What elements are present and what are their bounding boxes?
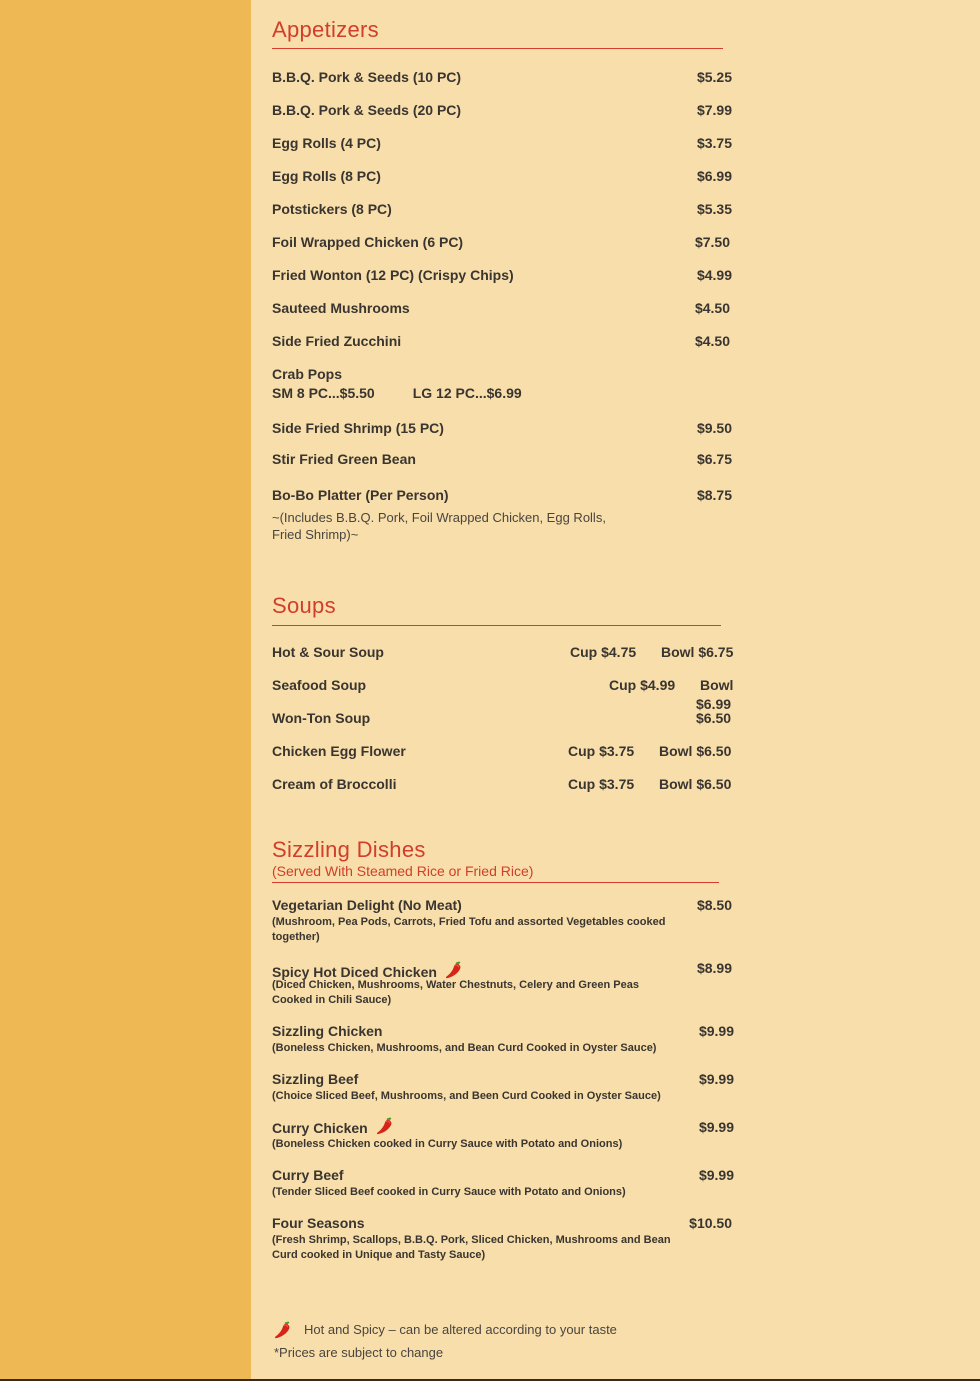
- menu-item: Potstickers (8 PC) $5.35: [272, 201, 732, 217]
- menu-item: Stir Fried Green Bean $6.75: [272, 451, 732, 467]
- dish-description: (Tender Sliced Beef cooked in Curry Sauce with Potato and Onions): [272, 1186, 626, 1198]
- soup-item: Cream of Broccolli Cup $3.75 Bowl $6.50: [272, 776, 732, 792]
- menu-item: B.B.Q. Pork & Seeds (20 PC) $7.99: [272, 102, 732, 118]
- soups-rule: [272, 625, 721, 626]
- sizzling-title: Sizzling Dishes: [272, 837, 426, 862]
- menu-item: Egg Rolls (4 PC) $3.75: [272, 135, 732, 151]
- menu-item: Side Fried Zucchini $4.50: [272, 333, 730, 349]
- dish-price: $8.50: [696, 897, 732, 913]
- dish-price: $9.99: [698, 1167, 734, 1183]
- dish-description: (Fresh Shrimp, Scallops, B.B.Q. Pork, Sliced Chicken, Mushrooms and Bean Curd cooked in Unique and Tasty Sauce): [272, 1234, 671, 1261]
- menu-item: Sauteed Mushrooms $4.50: [272, 300, 730, 316]
- dish-price: $8.99: [696, 960, 732, 976]
- soup-item: Hot & Sour Soup Cup $4.75 Bowl $6.75: [272, 644, 734, 660]
- sizzling-rule: [272, 882, 719, 883]
- dish-price: $10.50: [689, 1215, 732, 1231]
- dish-name: Curry Beef: [272, 1167, 344, 1183]
- soup-item: Chicken Egg Flower Cup $3.75 Bowl $6.50: [272, 743, 732, 759]
- platter-note: ~(Includes B.B.Q. Pork, Foil Wrapped Chicken, Egg Rolls, Fried Shrimp)~: [272, 510, 606, 542]
- dish-price: $9.99: [698, 1023, 734, 1039]
- menu-item: Bo-Bo Platter (Per Person) $8.75: [272, 487, 732, 503]
- appetizers-rule: [272, 48, 723, 49]
- menu-item: B.B.Q. Pork & Seeds (10 PC) $5.25: [272, 69, 732, 85]
- crab-pops-sizes: SM 8 PC...$5.50 LG 12 PC...$6.99: [272, 385, 522, 401]
- spicy-legend: Hot and Spicy – can be altered according to your taste: [304, 1322, 617, 1337]
- soup-item: Won-Ton Soup $6.50: [272, 710, 732, 726]
- chili-pepper-icon: [374, 1115, 396, 1137]
- menu-item: Foil Wrapped Chicken (6 PC) $7.50: [272, 234, 730, 250]
- sizzling-subtitle: (Served With Steamed Rice or Fried Rice): [272, 863, 534, 879]
- menu-item-crab-pops: Crab Pops: [272, 366, 343, 382]
- price-disclaimer: *Prices are subject to change: [274, 1345, 444, 1360]
- dish-description: (Choice Sliced Beef, Mushrooms, and Been Curd Cooked in Oyster Sauce): [272, 1090, 661, 1102]
- dish-price: $9.99: [698, 1119, 734, 1135]
- left-color-band: [0, 0, 251, 1379]
- dish-name: Sizzling Beef: [272, 1071, 359, 1087]
- dish-description: (Boneless Chicken, Mushrooms, and Bean Curd Cooked in Oyster Sauce): [272, 1042, 657, 1054]
- dish-description: (Mushroom, Pea Pods, Carrots, Fried Tofu and assorted Vegetables cooked together): [272, 916, 666, 943]
- menu-item: Egg Rolls (8 PC) $6.99: [272, 168, 732, 184]
- dish-price: $9.99: [698, 1071, 734, 1087]
- menu-item: Side Fried Shrimp (15 PC) $9.50: [272, 420, 732, 436]
- soup-item: Seafood Soup Cup $4.99 Bowl $6.99: [272, 677, 734, 712]
- dish-description: (Boneless Chicken cooked in Curry Sauce with Potato and Onions): [272, 1138, 623, 1150]
- appetizers-title: Appetizers: [272, 17, 379, 42]
- chili-pepper-icon: [272, 1319, 294, 1341]
- dish-name: Sizzling Chicken: [272, 1023, 383, 1039]
- soups-title: Soups: [272, 593, 336, 618]
- dish-name: Vegetarian Delight (No Meat): [272, 897, 462, 913]
- dish-name: Four Seasons: [272, 1215, 365, 1231]
- dish-name: Spicy Hot Diced Chicken: [272, 959, 465, 981]
- dish-description: (Diced Chicken, Mushrooms, Water Chestnuts, Celery and Green Peas Cooked in Chili Sauce): [272, 979, 639, 1006]
- menu-item: Fried Wonton (12 PC) (Crispy Chips) $4.99: [272, 267, 732, 283]
- dish-name: Curry Chicken: [272, 1115, 396, 1137]
